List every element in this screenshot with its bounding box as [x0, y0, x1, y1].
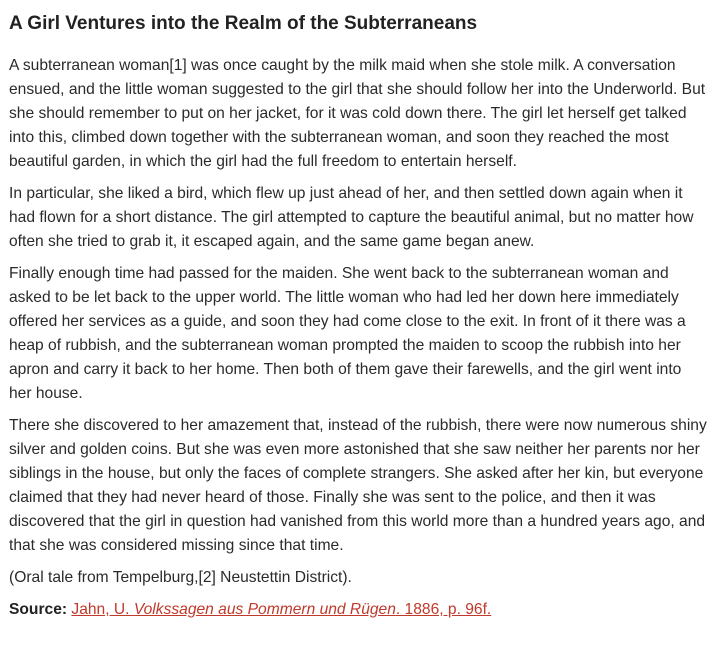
source-author: Jahn, U.	[71, 601, 134, 618]
source-link[interactable]	[71, 601, 491, 618]
story-paragraph-3: Finally enough time had passed for the maiden. She went back to the subterranean woman and asked to be let back to the upper world. The little woman who had led her down here immediately offered her services as a guide, and soon they had come close to the exit. In front of it there was a heap of rubbish, and the subterranean woman prompted the maiden to scoop the rubbish into her apron and carry it back to her home. Then both of them gave their farewells, and the girl went into her house.	[9, 265, 686, 402]
story-paragraph-2: In particular, she liked a bird, which flew up just ahead of her, and then settled down again when it had flown for a short distance. The girl attempted to capture the beautiful animal, but no matter how often she tried to grab it, it escaped again, and the same game began anew.	[9, 185, 694, 250]
origin-note: (Oral tale from Tempelburg,[2] Neustettin District).	[9, 569, 352, 586]
source-details: . 1886, p. 96f.	[395, 601, 492, 618]
source-label: Source:	[9, 601, 68, 618]
source-line	[9, 598, 708, 622]
page-title: A Girl Ventures into the Realm of the Subterraneans	[9, 13, 478, 34]
source-work-title: Volkssagen aus Pommern und Rügen	[133, 601, 396, 618]
story-paragraph-1: A subterranean woman[1] was once caught by the milk maid when she stole milk. A conversation ensued, and the little woman suggested to the girl that she should follow her into the Underworld. But she should remember to put on her jacket, for it was cold down there. The girl let herself get talked into this, climbed down together with the subterranean woman, and soon they reached the most beautiful garden, in which the girl had the full freedom to entertain herself.	[9, 57, 706, 170]
story-paragraph-4: There she discovered to her amazement that, instead of the rubbish, there were now numerous shiny silver and golden coins. But she was even more astonished that she saw neither her parents nor her siblings in the house, but only the faces of complete strangers. She asked after her kin, but everyone claimed that they had never heard of those. Finally she was sent to the police, and then it was discovered that the girl in question had vanished from this world more than a hundred years ago, and that she was considered missing since that time.	[9, 417, 707, 554]
